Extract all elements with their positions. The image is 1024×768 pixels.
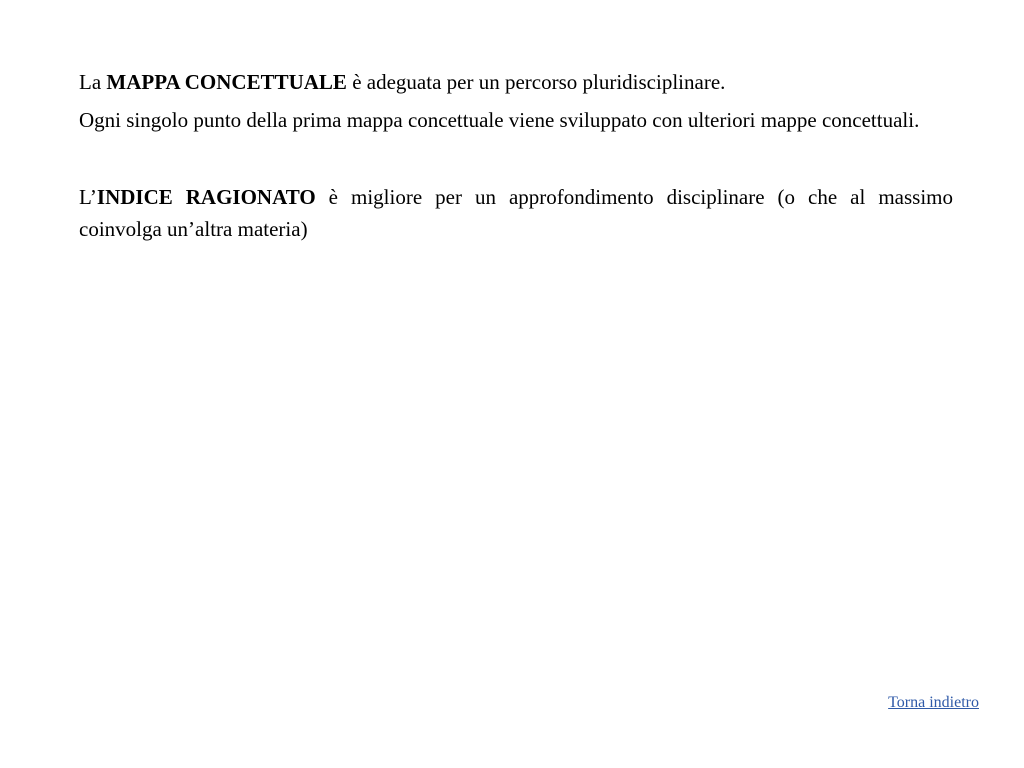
p3-suffix: è migliore per un approfondimento disciplinare (o che al massimo coinvolga un’altra materia) <box>79 185 954 241</box>
slide-content <box>79 66 953 245</box>
back-link[interactable]: Torna indietro <box>888 694 979 711</box>
paragraph-mappe-sviluppo: Ogni singolo punto della prima mappa concettuale viene sviluppato con ulteriori mappe concettuali. <box>79 108 920 132</box>
p1-bold-term: MAPPA CONCETTUALE <box>106 70 347 94</box>
p3-bold-term: INDICE RAGIONATO <box>96 185 316 209</box>
paragraph-mappa-concettuale <box>79 66 953 98</box>
p1-prefix: La <box>79 70 107 94</box>
paragraph-indice-ragionato <box>79 181 953 245</box>
p1-suffix: è adeguata per un percorso pluridisciplinare. <box>346 70 726 94</box>
p3-prefix: L’ <box>79 185 97 209</box>
